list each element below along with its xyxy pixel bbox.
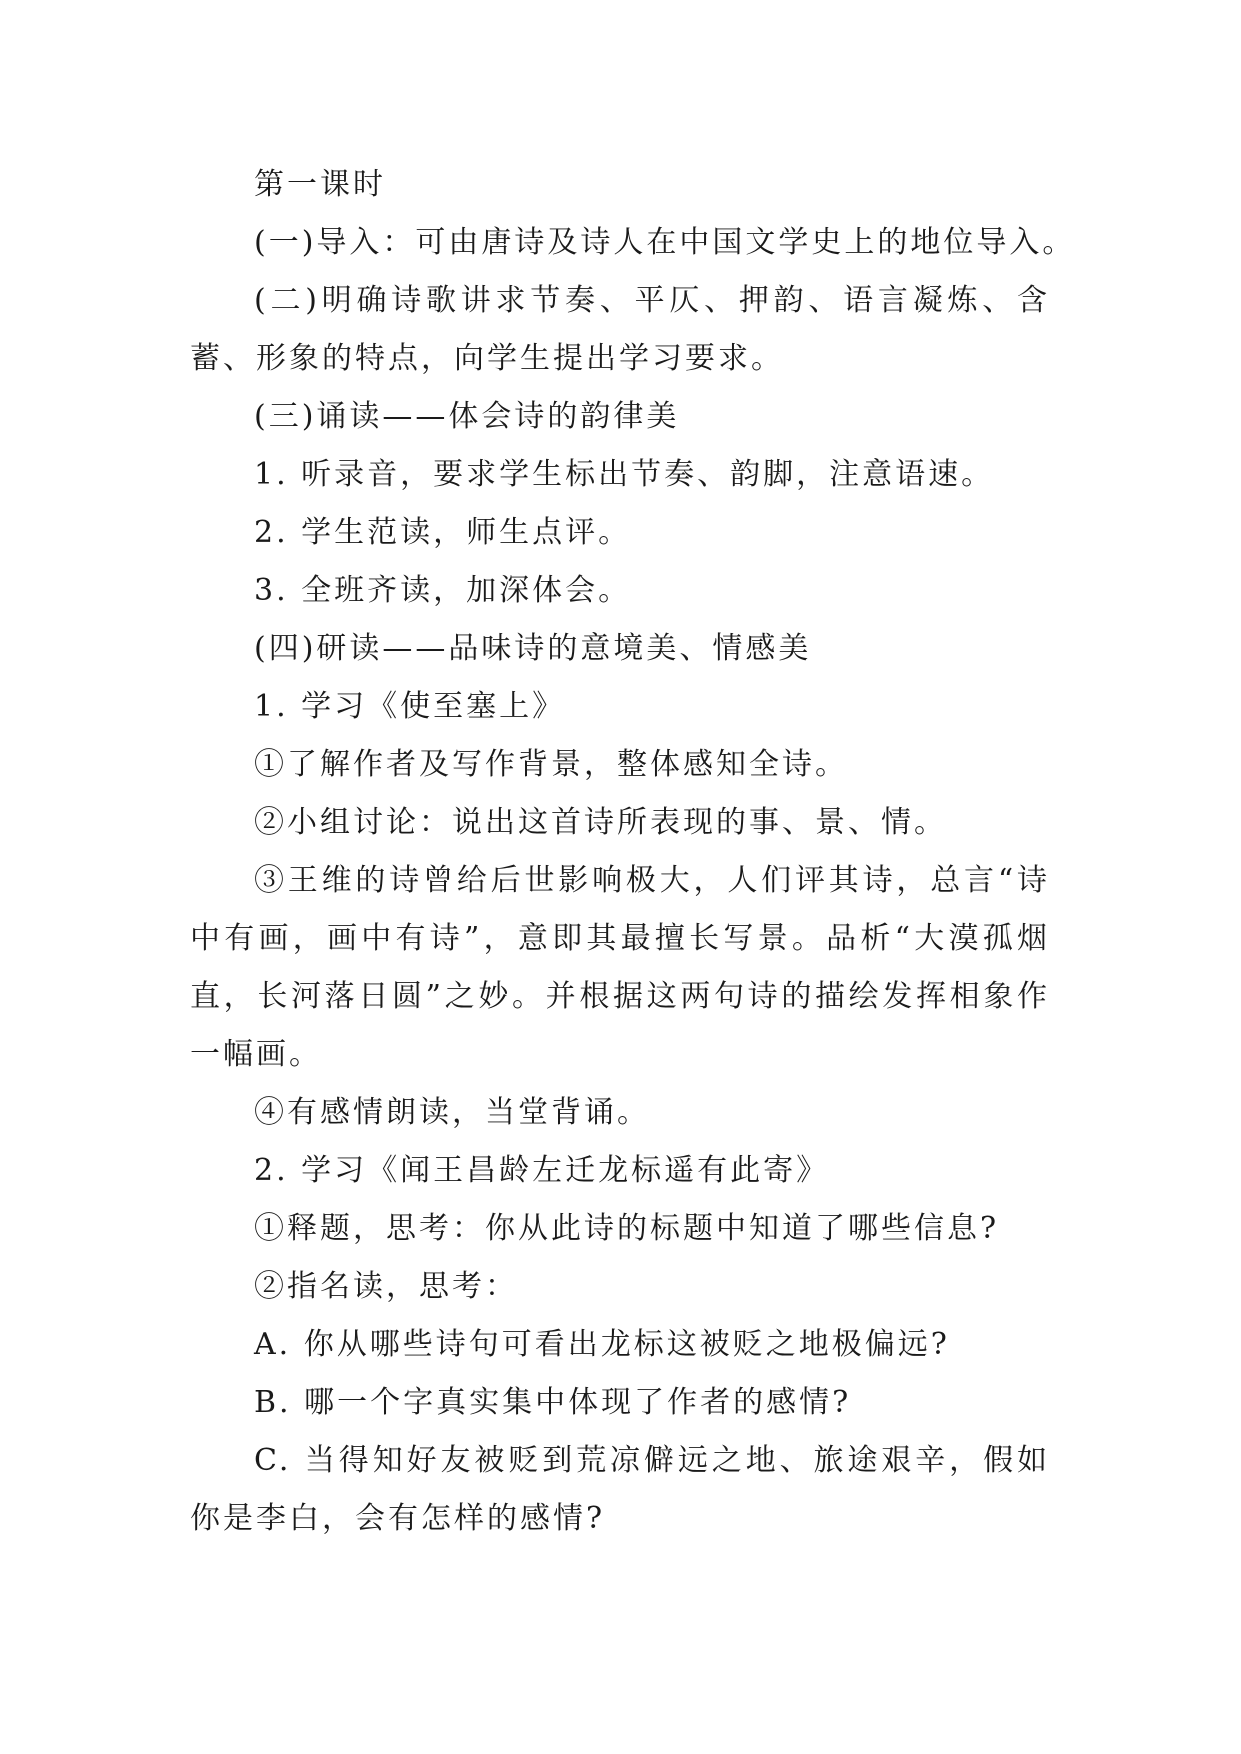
- lesson-heading: 第一课时: [254, 167, 386, 202]
- section-requirements: (二)明确诗歌讲求节奏、平仄、押韵、语言凝炼、含蓄、形象的特点，向学生提出学习要求。: [190, 283, 1050, 376]
- poem-2-task-2: ②指名读，思考：: [254, 1269, 518, 1304]
- recitation-step-3: 3. 全班齐读，加深体会。: [254, 573, 632, 608]
- poem-2-question-b: B. 哪一个字真实集中体现了作者的感情?: [254, 1385, 852, 1420]
- study-poem-1-title: 1. 学习《使至塞上》: [254, 689, 566, 724]
- recitation-step-2: 2. 学生范读，师生点评。: [254, 515, 632, 550]
- recitation-step-1: 1. 听录音，要求学生标出节奏、韵脚，注意语速。: [254, 457, 995, 492]
- poem-1-task-3: ③王维的诗曾给后世影响极大，人们评其诗，总言“诗中有画，画中有诗”，意即其最擅长写景。品析“大漠孤烟直，长河落日圆”之妙。并根据这两句诗的描绘发挥相象作一幅画。: [190, 863, 1050, 1072]
- section-study-heading: (四)研读——品味诗的意境美、情感美: [254, 631, 812, 666]
- poem-1-task-4: ④有感情朗读，当堂背诵。: [254, 1095, 650, 1130]
- poem-1-task-1: ①了解作者及写作背景，整体感知全诗。: [254, 747, 848, 782]
- section-recitation-heading: (三)诵读——体会诗的韵律美: [254, 399, 680, 434]
- poem-1-task-2: ②小组讨论：说出这首诗所表现的事、景、情。: [254, 805, 947, 840]
- section-intro: (一)导入：可由唐诗及诗人在中国文学史上的地位导入。: [254, 225, 1076, 260]
- document-body: [190, 156, 1076, 1548]
- poem-2-question-a: A. 你从哪些诗句可看出龙标这被贬之地极偏远?: [254, 1327, 950, 1362]
- poem-2-question-c: C. 当得知好友被贬到荒凉僻远之地、旅途艰辛，假如你是李白，会有怎样的感情?: [190, 1443, 1050, 1536]
- poem-2-task-1: ①释题，思考：你从此诗的标题中知道了哪些信息?: [254, 1211, 1000, 1246]
- study-poem-2-title: 2. 学习《闻王昌龄左迁龙标遥有此寄》: [254, 1153, 830, 1188]
